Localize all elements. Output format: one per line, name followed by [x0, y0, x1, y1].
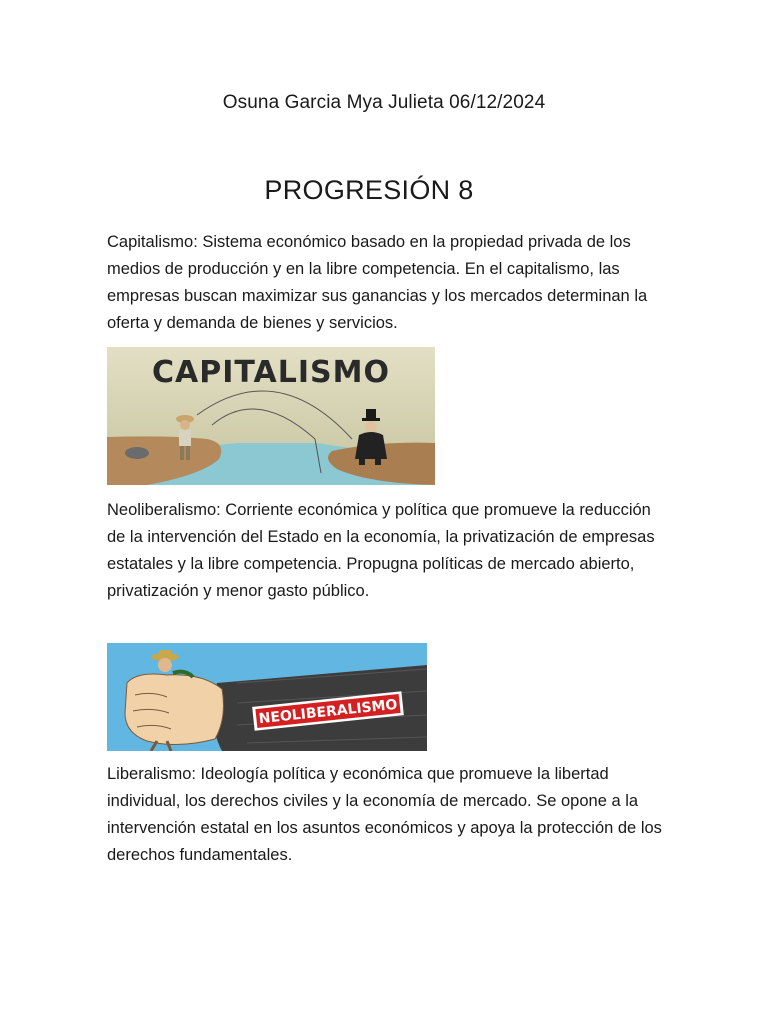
document-title: PROGRESIÓN 8	[264, 175, 474, 205]
capitalismo-paragraph: Capitalismo: Sistema económico basado en la propiedad privada de los medios de producción y en la libre competencia. En el capitalismo, las empresas buscan maximizar sus ganancias y los mercados determinan la oferta y demanda de bienes y servicios.	[107, 233, 648, 332]
liberalismo-paragraph: Liberalismo: Ideología política y económica que promueve la libertad individual, los derechos civiles y la economía de mercado. Se opone a la intervención estatal en los asuntos económicos y apoya la protección de los derechos fundamentales.	[107, 765, 662, 864]
svg-text:NEOLIBERALISMO: NEOLIBERALISMO	[258, 696, 399, 728]
author-date-line: Osuna Garcia Mya Julieta 06/12/2024	[222, 92, 546, 113]
bucket-icon	[125, 447, 149, 459]
neoliberalismo-illustration	[107, 643, 427, 751]
neoliberalismo-paragraph: Neoliberalismo: Corriente económica y política que promueve la reducción de la intervención del Estado en la economía, la privatización de empresas estatales y la libre competencia. Propugna políticas de mercado abierto, privatización y menor gasto público.	[107, 501, 655, 600]
capitalismo-lettering: CAPITALISMO	[152, 355, 390, 390]
capitalismo-illustration	[107, 347, 435, 485]
